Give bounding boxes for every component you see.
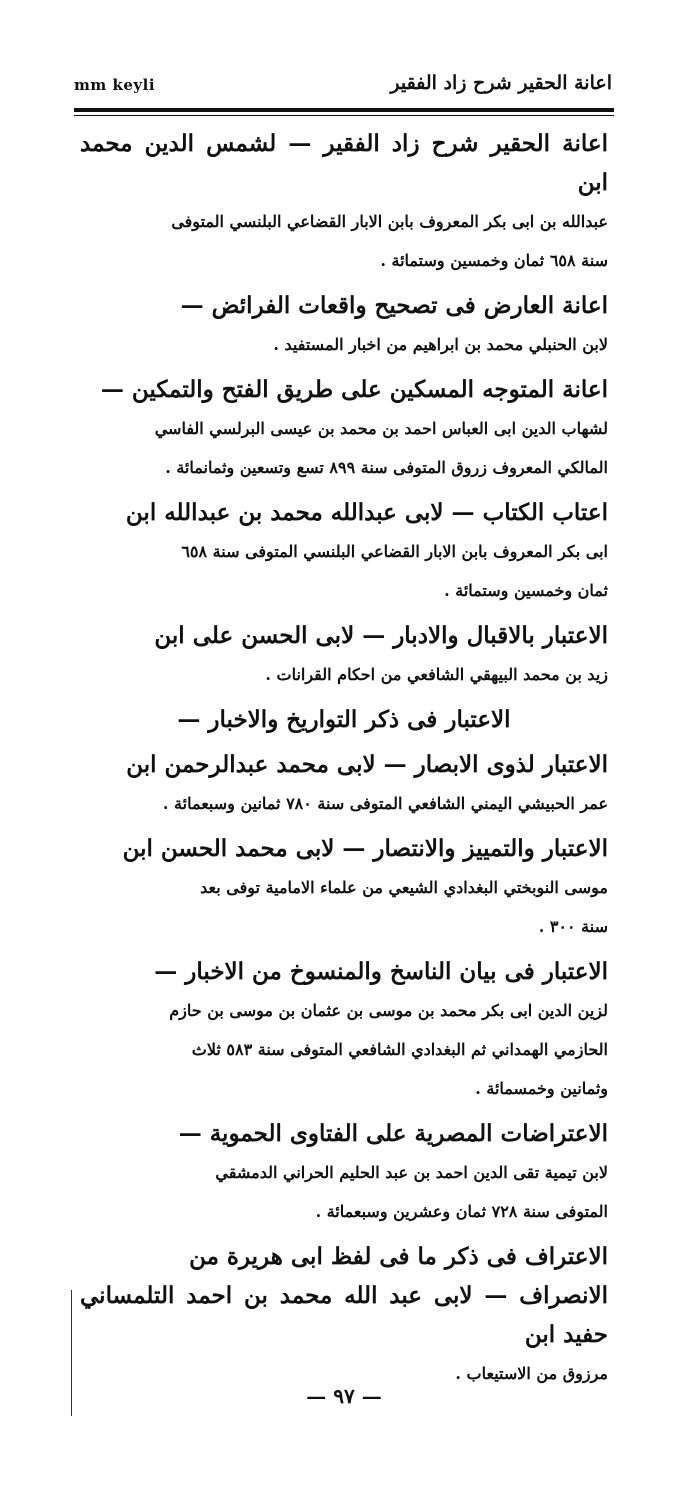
entry-text: ثمان وخمسين وستمائة . bbox=[444, 581, 608, 600]
entry-text: لزين الدين ابى بكر محمد بن موسى بن عثمان بن موسى بن حازم bbox=[169, 1001, 608, 1020]
entry-text: عمر الحبيشي اليمني الشافعي المتوفى سنة ٧٨٠ ثمانين وسبعمائة . bbox=[162, 794, 608, 813]
running-header bbox=[74, 72, 612, 106]
entry-text: لابن تيمية تقى الدين احمد بن عبد الحليم الحراني الدمشقي bbox=[215, 1163, 608, 1182]
entry-title: الاعتبار بالاقبال والادبار — لابى الحسن على ابن bbox=[154, 622, 608, 649]
entry-text: ابى بكر المعروف بابن الابار القضاعي البلنسي المتوفى سنة ٦٥٨ bbox=[181, 542, 608, 561]
entry-text: زيد بن محمد البيهقي الشافعي من احكام القرانات . bbox=[265, 665, 608, 684]
entry-text: الحازمي الهمداني ثم البغدادي الشافعي المتوفى سنة ٥٨٣ ثلاث bbox=[191, 1040, 608, 1059]
header-rule-thick bbox=[74, 108, 614, 112]
entry-4 bbox=[80, 493, 608, 610]
entry-title: اعتاب الكتاب — لابى عبدالله محمد بن عبدالله ابن bbox=[125, 499, 608, 526]
entry-text: لابن الحنبلي محمد بن ابراهيم من اخبار المستفيد . bbox=[273, 335, 608, 354]
entry-text: مرزوق من الاستيعاب . bbox=[455, 1364, 608, 1383]
entry-1 bbox=[80, 124, 608, 280]
header-left-text: mm keyli bbox=[74, 76, 156, 94]
entry-title: الاعتراضات المصرية على الفتاوى الحموية — bbox=[178, 1120, 608, 1147]
entry-text: وثمانين وخمسمائة . bbox=[475, 1079, 608, 1098]
entry-title: اعانة المتوجه المسكين على طريق الفتح والتمكين — bbox=[100, 376, 608, 403]
entry-text: عبدالله بن ابى بكر المعروف بابن الابار القضاعي البلنسي المتوفى bbox=[171, 212, 608, 231]
entry-10 bbox=[80, 1114, 608, 1231]
entry-9 bbox=[80, 952, 608, 1108]
entry-6 bbox=[80, 700, 608, 739]
entry-title: الاعتبار لذوى الابصار — لابى محمد عبدالرحمن ابن bbox=[126, 751, 608, 778]
entry-7 bbox=[80, 745, 608, 823]
entry-title: الاعتبار فى ذكر التواريخ والاخبار — bbox=[177, 706, 511, 733]
entry-title: اعانة العارض فى تصحيح واقعات الفرائض — bbox=[180, 292, 608, 319]
entry-text: المالكي المعروف زروق المتوفى سنة ٨٩٩ تسع وتسعين وثمانمائة . bbox=[165, 458, 608, 477]
entry-text: لشهاب الدين ابى العباس احمد بن محمد بن عيسى البرلسي الفاسي bbox=[154, 419, 608, 438]
entry-title-continued: الانصراف — لابى عبد الله محمد بن احمد التلمساني حفيد ابن bbox=[80, 1282, 608, 1348]
entry-title: الاعتبار فى بيان الناسخ والمنسوخ من الاخبار — bbox=[154, 958, 608, 985]
header-title: اعانة الحقير شرح زاد الفقير bbox=[390, 72, 612, 94]
header-rule-thin bbox=[74, 115, 614, 116]
entry-11 bbox=[80, 1237, 608, 1393]
entry-3 bbox=[80, 370, 608, 487]
entry-text: المتوفى سنة ٧٢٨ ثمان وعشرين وسبعمائة . bbox=[315, 1202, 608, 1221]
entry-2 bbox=[80, 286, 608, 364]
entry-5 bbox=[80, 616, 608, 694]
entry-8 bbox=[80, 829, 608, 946]
entry-title: الاعتبار والتمييز والانتصار — لابى محمد الحسن ابن bbox=[122, 835, 608, 862]
entry-title: اعانة الحقير شرح زاد الفقير — لشمس الدين محمد ابن bbox=[80, 130, 608, 196]
entry-text: سنة ٦٥٨ ثمان وخمسين وستمائة . bbox=[380, 251, 608, 270]
entries-list bbox=[80, 124, 608, 1399]
entry-title: الاعتراف فى ذكر ما فى لفظ ابى هريرة من bbox=[189, 1243, 608, 1270]
entry-text: موسى النوبختي البغدادي الشيعي من علماء الامامية توفى بعد bbox=[200, 878, 608, 897]
page-number: — ٩٧ — bbox=[306, 1384, 382, 1408]
entry-text: سنة ٣٠٠ . bbox=[538, 917, 608, 936]
